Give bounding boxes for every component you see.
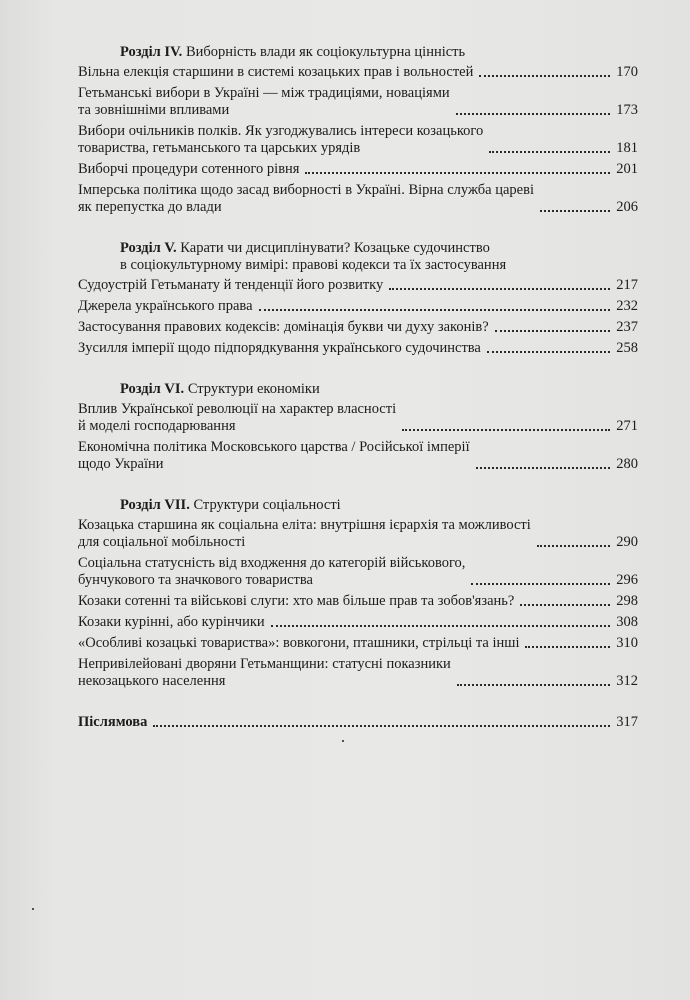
dot-leader <box>495 330 611 332</box>
dot-leader <box>456 113 611 115</box>
dot-leader <box>489 151 610 153</box>
dot-leader <box>259 309 611 311</box>
section-label: Розділ IV. <box>120 44 183 60</box>
page-number: 170 <box>616 64 638 80</box>
page-number: 310 <box>616 635 638 651</box>
dot-leader <box>402 429 610 431</box>
toc-entry <box>78 123 638 157</box>
entry-title: Гетьманські вибори в Україні — між традиціями, новаціями та зовнішніми впливами <box>78 85 450 118</box>
page-number: 217 <box>616 277 638 293</box>
toc-entry <box>78 517 638 551</box>
table-of-contents <box>78 44 638 735</box>
entry-title: Соціальна статусність від входження до категорій військового, бунчукового та значкового товариства <box>78 555 466 588</box>
dot-leader <box>525 646 610 648</box>
print-speck <box>32 908 34 910</box>
toc-entry <box>78 85 638 119</box>
toc-entry <box>78 64 638 81</box>
toc-entry <box>78 319 638 336</box>
section-title: Виборність влади як соціокультурна цінність <box>185 44 466 60</box>
toc-entry <box>78 161 638 178</box>
entry-title: «Особливі козацькі товариства»: вовкогони, пташники, стрільці та інші <box>78 635 520 651</box>
section-heading <box>78 240 638 274</box>
page-number: 181 <box>616 140 638 156</box>
section-title: Структури економіки <box>187 381 320 397</box>
afterword-title: Післямова <box>78 714 148 730</box>
dot-leader <box>305 172 610 174</box>
section-heading <box>78 44 638 61</box>
entry-title: Козаки курінні, або курінчики <box>78 614 265 630</box>
entry-title: Джерела українського права <box>78 298 253 314</box>
entry-title: Економічна політика Московського царства / Російської імперії щодо України <box>78 439 470 472</box>
page-number: 308 <box>616 614 638 630</box>
dot-leader <box>476 467 611 469</box>
entry-title: Козацька старшина як соціальна еліта: внутрішня ієрархія та можливості для соціальної мобільності <box>78 517 531 550</box>
toc-entry <box>78 593 638 610</box>
dot-leader <box>487 351 610 353</box>
entry-title: Козаки сотенні та військові слуги: хто мав більше прав та зобов'язань? <box>78 593 515 609</box>
entry-title: Вільна елекція старшини в системі козацьких прав і вольностей <box>78 64 474 80</box>
section-label: Розділ VI. <box>120 381 185 397</box>
toc-entry <box>78 401 638 435</box>
entry-title: Непривілейовані дворяни Гетьманщини: статусні показники некозацького населення <box>78 656 451 689</box>
page-number: 298 <box>616 593 638 609</box>
dot-leader <box>457 684 610 686</box>
toc-entry-afterword <box>78 714 638 731</box>
section-heading <box>78 497 638 514</box>
section-title: Структури соціальності <box>193 497 341 513</box>
entry-title: Застосування правових кодексів: домінація букви чи духу законів? <box>78 319 489 335</box>
entry-title: Вибори очільників полків. Як узгоджувались інтереси козацького товариства, гетьманського та царських урядів <box>78 123 484 156</box>
section-heading <box>78 381 638 398</box>
page-number: 201 <box>616 161 638 177</box>
section-label: Розділ VII. <box>120 497 190 513</box>
page-number: 237 <box>616 319 638 335</box>
page-number: 258 <box>616 340 638 356</box>
page-number: 232 <box>616 298 638 314</box>
toc-entry <box>78 340 638 357</box>
page-number: 271 <box>616 418 638 434</box>
toc-entry <box>78 656 638 690</box>
dot-leader <box>479 75 610 77</box>
toc-entry <box>78 298 638 315</box>
section-label: Розділ V. <box>120 240 177 256</box>
dot-leader <box>271 625 611 627</box>
toc-entry <box>78 614 638 631</box>
entry-title: Виборчі процедури сотенного рівня <box>78 161 300 177</box>
dot-leader <box>537 545 610 547</box>
page-number: 290 <box>616 534 638 550</box>
dot-leader <box>520 604 610 606</box>
entry-title: Імперська політика щодо засад виборності в Україні. Вірна служба цареві як перепустка до влади <box>78 182 534 215</box>
page-number: 173 <box>616 102 638 118</box>
dot-leader <box>153 725 610 727</box>
toc-entry <box>78 555 638 589</box>
page-number: 296 <box>616 572 638 588</box>
dot-leader <box>389 288 610 290</box>
entry-title: Вплив Української революції на характер власності й моделі господарювання <box>78 401 397 434</box>
page-number: 206 <box>616 199 638 215</box>
section-title: Карати чи дисциплінувати? Козацьке судочинство в соціокультурному вимірі: правові кодекси та їх застосування <box>120 240 507 273</box>
print-speck <box>342 740 344 742</box>
dot-leader <box>471 583 610 585</box>
toc-entry <box>78 439 638 473</box>
page-number: 312 <box>616 673 638 689</box>
dot-leader <box>540 210 610 212</box>
page-number: 280 <box>616 456 638 472</box>
entry-title: Зусилля імперії щодо підпорядкування українського судочинства <box>78 340 481 356</box>
page-number: 317 <box>616 714 638 730</box>
toc-entry <box>78 277 638 294</box>
toc-entry <box>78 182 638 216</box>
entry-title: Судоустрій Гетьманату й тенденції його розвитку <box>78 277 384 293</box>
toc-entry <box>78 635 638 652</box>
